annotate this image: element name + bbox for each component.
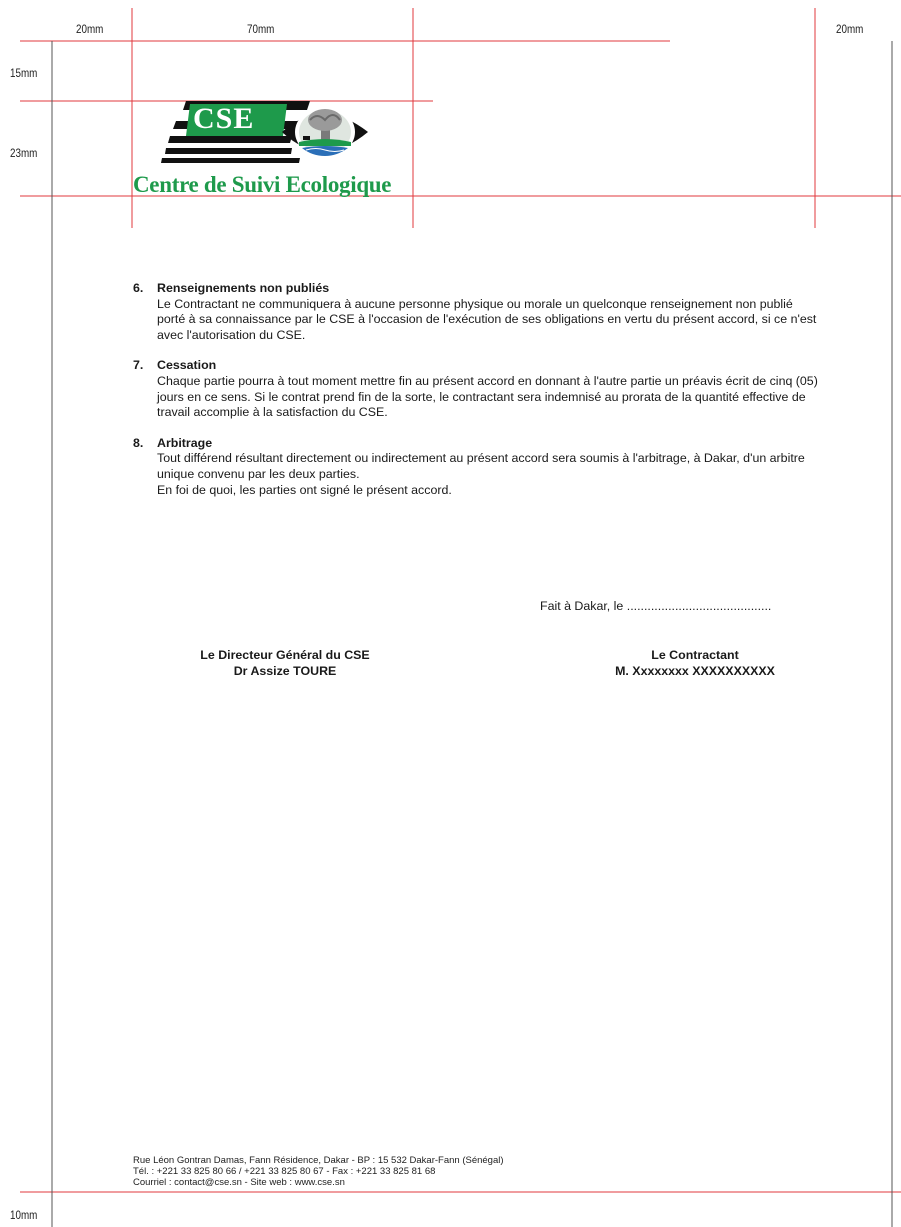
section-paragraph: Chaque partie pourra à tout moment mettre fin au présent accord en donnant à l'autre partie un préavis écrit de cinq (05) jours en ce sens. Si le contrat prend fin de la sorte, le contractant sera indemnisé au prorata de la quantité effective de travail accomplie à la satisfaction du CSE.: [157, 373, 818, 420]
page-footer: [133, 1156, 504, 1188]
place-date-line: Fait à Dakar, le ..........................................: [540, 599, 772, 613]
footer-address: Rue Léon Gontran Damas, Fann Résidence, Dakar - BP : 15 532 Dakar-Fann (Sénégal): [133, 1155, 504, 1166]
signature-name: Dr Assize TOURE: [233, 663, 337, 678]
section-heading: [133, 436, 823, 452]
signature-block-contractor: [580, 648, 810, 679]
section-number: 7.: [133, 358, 144, 373]
footer-phone: Tél. : +221 33 825 80 66 / +221 33 825 80 67 - Fax : +221 33 825 81 68: [133, 1165, 436, 1177]
section-body: [133, 374, 823, 421]
guide-label-right-margin: 20mm: [836, 22, 864, 36]
signature-name: M. Xxxxxxxx XXXXXXXXXX: [615, 663, 775, 678]
section-body: [133, 451, 823, 498]
section-unpublished-info: [133, 281, 823, 343]
section-paragraph: En foi de quoi, les parties ont signé le présent accord.: [157, 482, 452, 497]
section-title: Cessation: [157, 358, 217, 373]
section-termination: [133, 358, 823, 420]
section-paragraph: Tout différend résultant directement ou indirectement au présent accord sera soumis à l'arbitrage, à Dakar, d'un arbitre unique convenu par les deux parties.: [157, 451, 805, 481]
guide-label-logo-width: 70mm: [247, 22, 275, 36]
section-title: Renseignements non publiés: [157, 281, 330, 295]
document-body: [133, 281, 823, 513]
section-title: Arbitrage: [157, 435, 213, 450]
cse-logo-abbr: CSE: [193, 102, 255, 135]
section-body: [133, 297, 823, 344]
guide-label-top-margin: 15mm: [10, 66, 38, 80]
section-number: 6.: [133, 281, 144, 295]
section-arbitration: [133, 436, 823, 498]
signature-role: Le Directeur Général du CSE: [200, 648, 370, 662]
section-number: 8.: [133, 435, 144, 450]
guide-label-bottom-margin: 10mm: [10, 1208, 38, 1222]
section-heading: [133, 281, 823, 297]
guide-label-left-margin: 20mm: [76, 22, 104, 36]
cse-logo: [132, 98, 414, 202]
section-heading: [133, 358, 823, 374]
footer-contact: Courriel : contact@cse.sn - Site web : www.cse.sn: [133, 1176, 345, 1188]
cse-logo-name: Centre de Suivi Ecologique: [133, 172, 392, 197]
section-paragraph: Le Contractant ne communiquera à aucune personne physique ou morale un quelconque renseignement non publié porté à sa connaissance par le CSE à l'occasion de l'exécution de ses obligations en vertu du présent accord, si ce n'est avec l'autorisation du CSE.: [157, 296, 817, 342]
guide-label-logo-height: 23mm: [10, 146, 38, 160]
signature-role: Le Contractant: [651, 648, 739, 662]
signature-block-director: [170, 648, 400, 679]
